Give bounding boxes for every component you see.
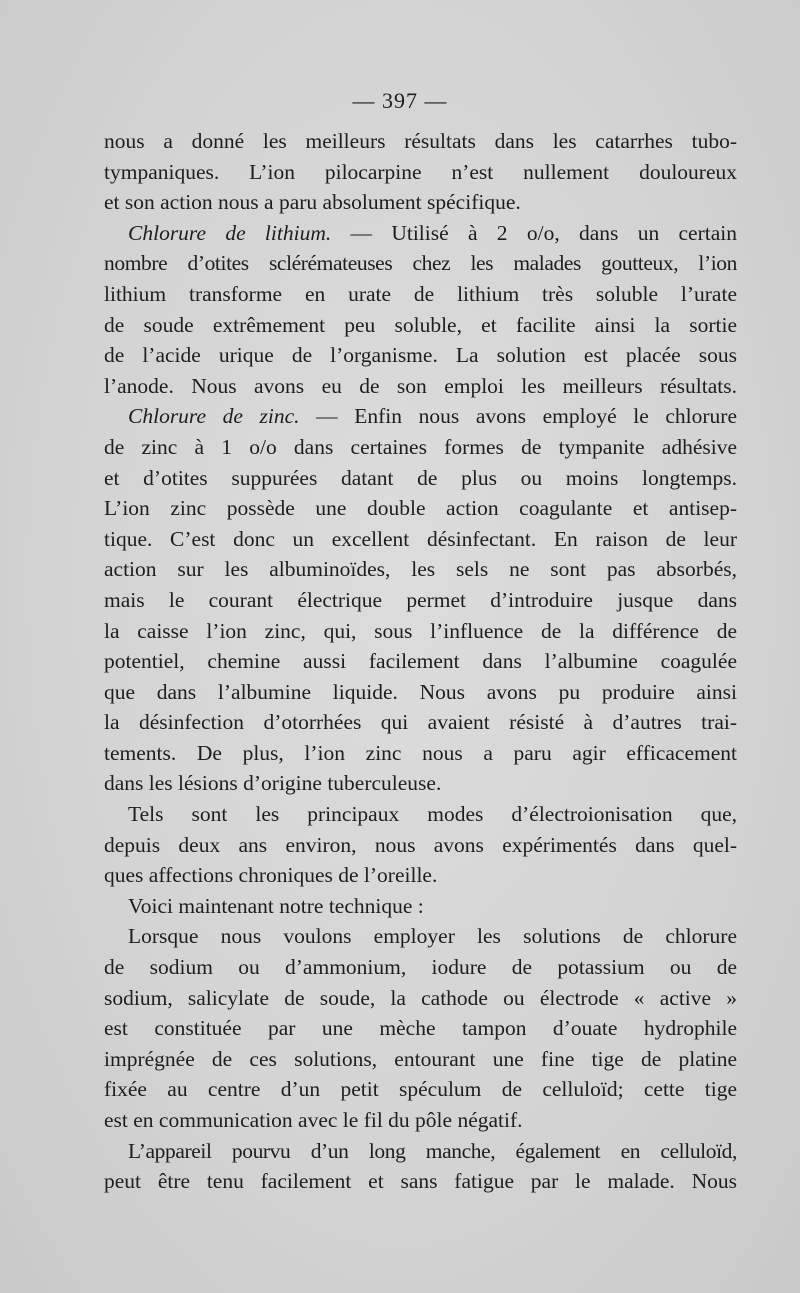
- text-line: [104, 371, 737, 402]
- line-text: ques affections chroniques de l’oreille.: [104, 863, 438, 888]
- text-line: [104, 646, 737, 677]
- text-line: [104, 1136, 737, 1167]
- text-line: [104, 860, 737, 891]
- line-text: Voici maintenant notre technique :: [128, 893, 424, 918]
- section-heading: Chlorure de lithium.: [128, 220, 332, 245]
- text-line: [104, 401, 737, 432]
- line-text: de zinc à 1 o/o dans certaines formes de tympanite adhésive: [104, 434, 737, 459]
- section-heading: Chlorure de zinc.: [128, 404, 300, 429]
- text-line: [104, 799, 737, 830]
- line-text: l’anode. Nous avons eu de son emploi les meilleurs résultats.: [104, 373, 737, 398]
- text-line: [104, 524, 737, 555]
- line-text: — Enfin nous avons employé le chlorure: [299, 404, 737, 429]
- line-text: Lorsque nous voulons employer les solutions de chlorure: [128, 924, 737, 949]
- line-text: est en communication avec le fil du pôle négatif.: [104, 1108, 523, 1132]
- text-line: [104, 1013, 737, 1044]
- line-text: depuis deux ans environ, nous avons expérimentés dans quel-: [104, 832, 737, 857]
- text-line: [104, 218, 737, 249]
- page-number: — 397 —: [352, 88, 448, 113]
- text-line: [104, 157, 737, 188]
- text-line: [104, 310, 737, 341]
- line-text: — Utilisé à 2 o/o, dans un certain: [331, 220, 737, 245]
- text-line: [104, 891, 737, 922]
- text-line: [104, 1074, 737, 1105]
- text-line: [104, 830, 737, 861]
- text-line: [104, 340, 737, 371]
- text-line: [104, 432, 737, 463]
- text-line: [104, 248, 737, 279]
- text-line: [104, 768, 737, 799]
- text-line: [104, 1044, 737, 1075]
- text-line: [104, 921, 737, 952]
- line-text: L’appareil pourvu d’un long manche, également en celluloïd,: [128, 1138, 737, 1163]
- line-text: nombre d’otites sclérémateuses chez les malades goutteux, l’ion: [104, 251, 737, 276]
- line-text: L’ion zinc possède une double action coagulante et antisep-: [104, 496, 737, 521]
- text-line: [104, 1105, 737, 1136]
- line-text: fixée au centre d’un petit spéculum de celluloïd; cette tige: [104, 1077, 737, 1102]
- text-line: [104, 983, 737, 1014]
- line-text: et son action nous a paru absolument spécifique.: [104, 190, 521, 215]
- text-line: [104, 279, 737, 310]
- line-text: de soude extrêmement peu soluble, et facilite ainsi la sortie: [104, 312, 737, 337]
- text-line: [104, 1166, 737, 1197]
- text-line: [104, 677, 737, 708]
- text-line: [104, 187, 737, 218]
- line-text: mais le courant électrique permet d’introduire jusque dans: [104, 587, 737, 612]
- line-text: de l’acide urique de l’organisme. La solution est placée sous: [104, 343, 737, 368]
- line-text: sodium, salicylate de soude, la cathode ou électrode « active »: [104, 985, 737, 1010]
- line-text: potentiel, chemine aussi facilement dans l’albumine coagulée: [104, 649, 737, 674]
- line-text: la caisse l’ion zinc, qui, sous l’influence de la différence de: [104, 618, 737, 643]
- line-text: tique. C’est donc un excellent désinfectant. En raison de leur: [104, 526, 737, 551]
- line-text: de sodium ou d’ammonium, iodure de potassium ou de: [104, 955, 737, 980]
- text-line: [104, 493, 737, 524]
- body-text: [104, 126, 737, 1197]
- text-line: [104, 126, 737, 157]
- line-text: lithium transforme en urate de lithium très soluble l’urate: [104, 281, 737, 306]
- text-line: [104, 463, 737, 494]
- text-line: [104, 738, 737, 769]
- line-text: imprégnée de ces solutions, entourant une fine tige de platine: [104, 1046, 737, 1071]
- line-text: peut être tenu facilement et sans fatigue par le malade. Nous: [104, 1169, 737, 1194]
- line-text: tements. De plus, l’ion zinc nous a paru agir efficacement: [104, 740, 737, 765]
- line-text: Tels sont les principaux modes d’électroionisation que,: [128, 802, 737, 827]
- line-text: action sur les albuminoïdes, les sels ne sont pas absorbés,: [104, 557, 737, 582]
- line-text: dans les lésions d’origine tuberculeuse.: [104, 771, 442, 796]
- text-line: [104, 616, 737, 647]
- text-line: [104, 585, 737, 616]
- line-text: tympaniques. L’ion pilocarpine n’est nullement douloureux: [104, 159, 737, 184]
- line-text: que dans l’albumine liquide. Nous avons pu produire ainsi: [104, 679, 737, 704]
- line-text: la désinfection d’otorrhées qui avaient résisté à d’autres trai-: [104, 710, 737, 735]
- line-text: est constituée par une mèche tampon d’ouate hydrophile: [104, 1016, 737, 1041]
- line-text: et d’otites suppurées datant de plus ou moins longtemps.: [104, 465, 737, 490]
- text-line: [104, 952, 737, 983]
- text-line: [104, 554, 737, 585]
- line-text: nous a donné les meilleurs résultats dans les catarrhes tubo-: [104, 129, 737, 153]
- text-line: [104, 707, 737, 738]
